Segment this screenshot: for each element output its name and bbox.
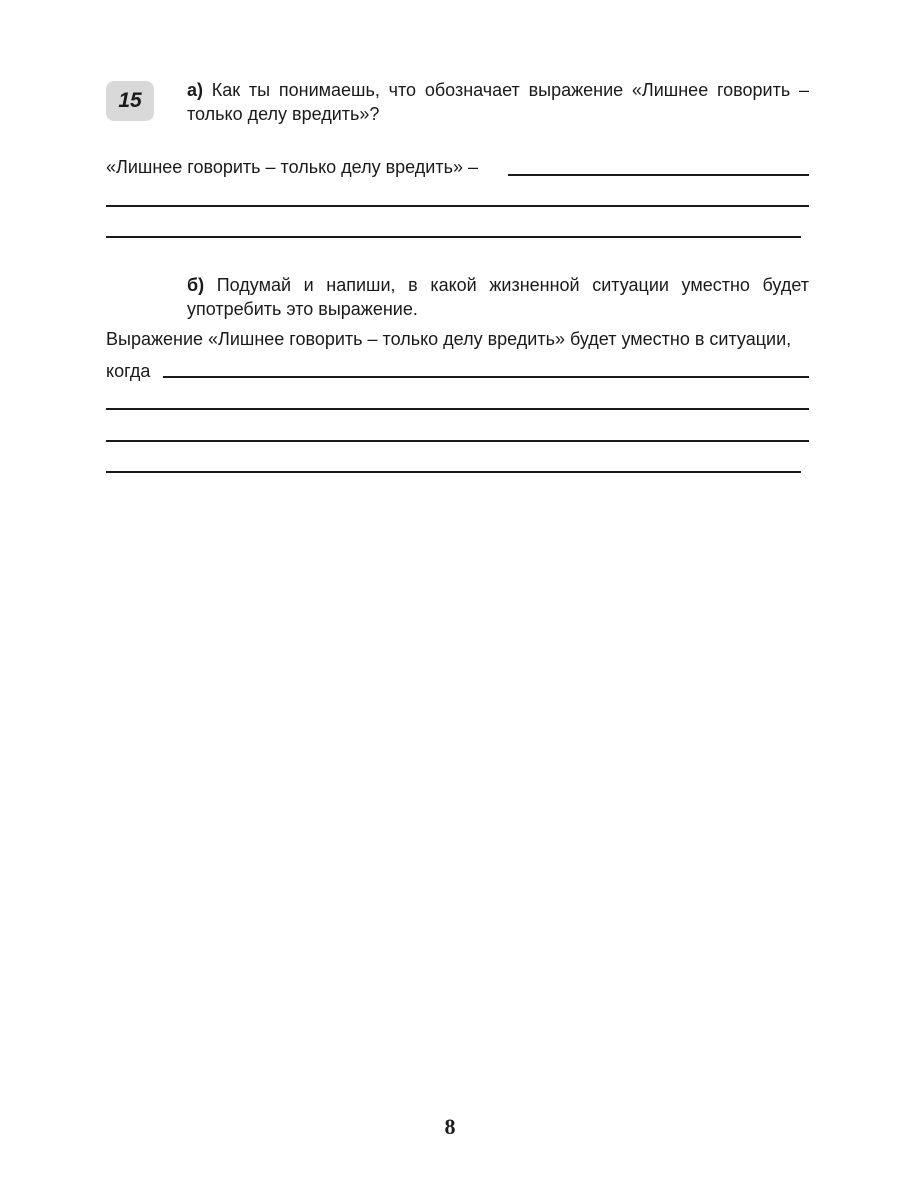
answer-line-a-2[interactable]	[106, 205, 809, 207]
part-b-answer-prompt-line1: Выражение «Лишнее говорить – только делу вредить» будет уместно в ситуации,	[106, 329, 792, 349]
answer-line-a-3[interactable]	[106, 236, 801, 238]
part-a-answer-prompt: «Лишнее говорить – только делу вредить» –	[106, 157, 478, 177]
part-a-question	[187, 78, 809, 126]
part-b-marker: б)	[187, 275, 205, 295]
part-b-answer-prompt-line2: когда	[106, 361, 151, 381]
answer-line-a-1[interactable]	[508, 174, 809, 176]
page-number: 8	[444, 1114, 456, 1139]
part-a-question-text: Как ты понимаешь, что обозначает выражение «Лишнее говорить – только делу вредить»?	[187, 80, 809, 124]
part-b-question	[187, 273, 809, 321]
answer-line-b-3[interactable]	[106, 440, 809, 442]
task-number: 15	[118, 89, 142, 112]
answer-line-b-4[interactable]	[106, 471, 801, 473]
task-number-badge	[106, 81, 154, 121]
answer-line-b-1[interactable]	[163, 376, 809, 378]
part-b-question-text: Подумай и напиши, в какой жизненной ситуации уместно будет употребить это выражение.	[187, 275, 809, 319]
part-a-marker: а)	[187, 80, 204, 100]
answer-line-b-2[interactable]	[106, 408, 809, 410]
